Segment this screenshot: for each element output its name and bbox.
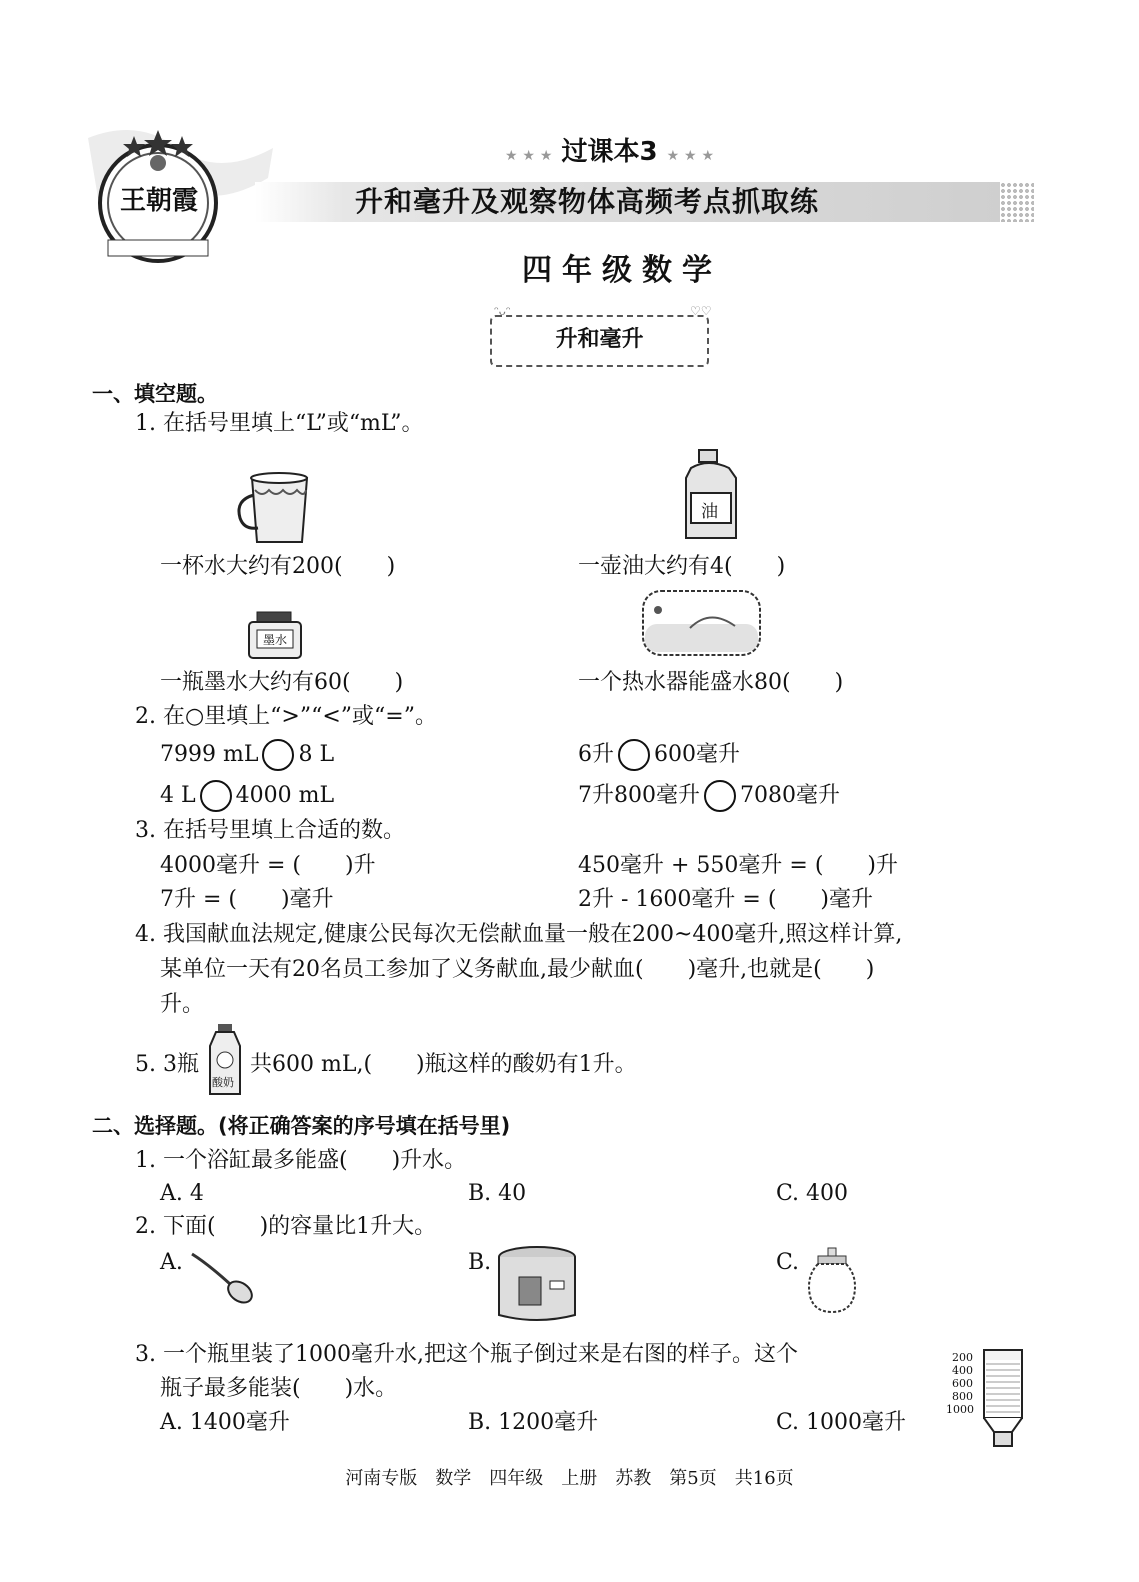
inverted-bottle-figure (946, 1346, 1026, 1448)
scale-label: 600 (952, 1377, 973, 1390)
q2-item: 7升800毫升 7080毫升 (578, 780, 840, 812)
baby-bottle-image (804, 1246, 860, 1318)
ink-label: 墨水 (263, 633, 288, 647)
q4-line: 某单位一天有20名员工参加了义务献血,最少献血( )毫升,也就是( ) (160, 957, 875, 982)
q3-item: 7升 = ( )毫升 (160, 887, 334, 912)
q4-line: 4. 我国献血法规定,健康公民每次无偿献血量一般在200~400毫升,照这样计算, (135, 922, 903, 947)
logo-text: 王朝霞 (119, 186, 198, 216)
oil-jug-image (681, 448, 741, 547)
series-label: ★ ★ ★ 过课本3 ★ ★ ★ (505, 137, 715, 167)
compare-circle[interactable] (200, 780, 232, 812)
s2-q1-option: A. 4 (160, 1181, 204, 1206)
q2-item: 7999 mL 8 L (160, 739, 334, 771)
cup-image (232, 470, 322, 554)
rice-cooker-image (494, 1245, 580, 1329)
ink-bottle-image (245, 610, 305, 664)
q5-suffix: 共600 mL,( )瓶这样的酸奶有1升。 (250, 1052, 637, 1077)
compare-circle[interactable] (618, 739, 650, 771)
q1-item-ink: 一瓶墨水大约有60( ) (160, 670, 404, 695)
q1-stem: 1. 在括号里填上“L”或“mL”。 (135, 411, 424, 436)
yogurt-label: 酸奶 (212, 1076, 234, 1089)
spoon-image (188, 1248, 258, 1312)
water-heater-image (640, 588, 765, 664)
scale-label: 1000 (946, 1403, 974, 1416)
compare-circle[interactable] (704, 780, 736, 812)
q5-prefix: 5. 3瓶 (135, 1052, 199, 1077)
scale-label: 200 (952, 1351, 973, 1364)
star-icon: ★ ★ ★ (666, 148, 715, 164)
s2-q2-option: A. (160, 1250, 183, 1275)
star-icon: ★ ★ ★ (505, 148, 553, 164)
section2-heading: 二、选择题。(将正确答案的序号填在括号里) (92, 1114, 511, 1138)
s2-q3-line: 3. 一个瓶里装了1000毫升水,把这个瓶子倒过来是右图的样子。这个 (135, 1342, 798, 1367)
q1-item-oil: 一壶油大约有4( ) (578, 554, 786, 579)
section1-heading: 一、填空题。 (92, 382, 218, 406)
q3-item: 4000毫升 = ( )升 (160, 853, 376, 878)
q4-line: 升。 (160, 992, 205, 1017)
unit-box (490, 315, 709, 367)
q3-item: 450毫升 + 550毫升 = ( )升 (578, 853, 898, 878)
heart-icon: ♡♡ (690, 304, 712, 318)
q2-item: 6升 600毫升 (578, 739, 740, 771)
logo (78, 118, 278, 268)
page-title: 升和毫升及观察物体高频考点抓取练 (355, 185, 820, 218)
s2-q1-option: B. 40 (468, 1181, 527, 1206)
s2-q3-option: A. 1400毫升 (160, 1410, 290, 1435)
unit-title: 升和毫升 (555, 327, 644, 352)
scale-label: 800 (952, 1390, 973, 1403)
s2-q2-option: C. (776, 1250, 800, 1275)
compare-circle[interactable] (262, 739, 294, 771)
sprout-icon: ᵔᴗᵔ (494, 304, 511, 318)
q1-item-water: 一杯水大约有200( ) (160, 554, 396, 579)
q2-stem: 2. 在○里填上“>”“<”或“=”。 (135, 704, 437, 729)
checker-decoration (1000, 182, 1034, 222)
yogurt-bottle-image (206, 1022, 244, 1102)
page-footer: 河南专版 数学 四年级 上册 苏教 第5页 共16页 (345, 1468, 794, 1489)
q1-item-heater: 一个热水器能盛水80( ) (578, 670, 844, 695)
s2-q1-option: C. 400 (776, 1181, 849, 1206)
oil-label: 油 (701, 502, 718, 522)
s2-q3-line: 瓶子最多能装( )水。 (160, 1376, 398, 1401)
s2-q2-option: B. (468, 1250, 492, 1275)
s2-q3-option: C. 1000毫升 (776, 1410, 907, 1435)
q3-item: 2升 - 1600毫升 = ( )毫升 (578, 887, 873, 912)
s2-q3-option: B. 1200毫升 (468, 1410, 599, 1435)
q3-stem: 3. 在括号里填上合适的数。 (135, 818, 405, 843)
grade-subject: 四年级数学 (522, 253, 722, 288)
s2-q1-stem: 1. 一个浴缸最多能盛( )升水。 (135, 1148, 467, 1173)
q2-item: 4 L 4000 mL (160, 780, 334, 812)
scale-label: 400 (952, 1364, 973, 1377)
s2-q2-stem: 2. 下面( )的容量比1升大。 (135, 1214, 437, 1239)
